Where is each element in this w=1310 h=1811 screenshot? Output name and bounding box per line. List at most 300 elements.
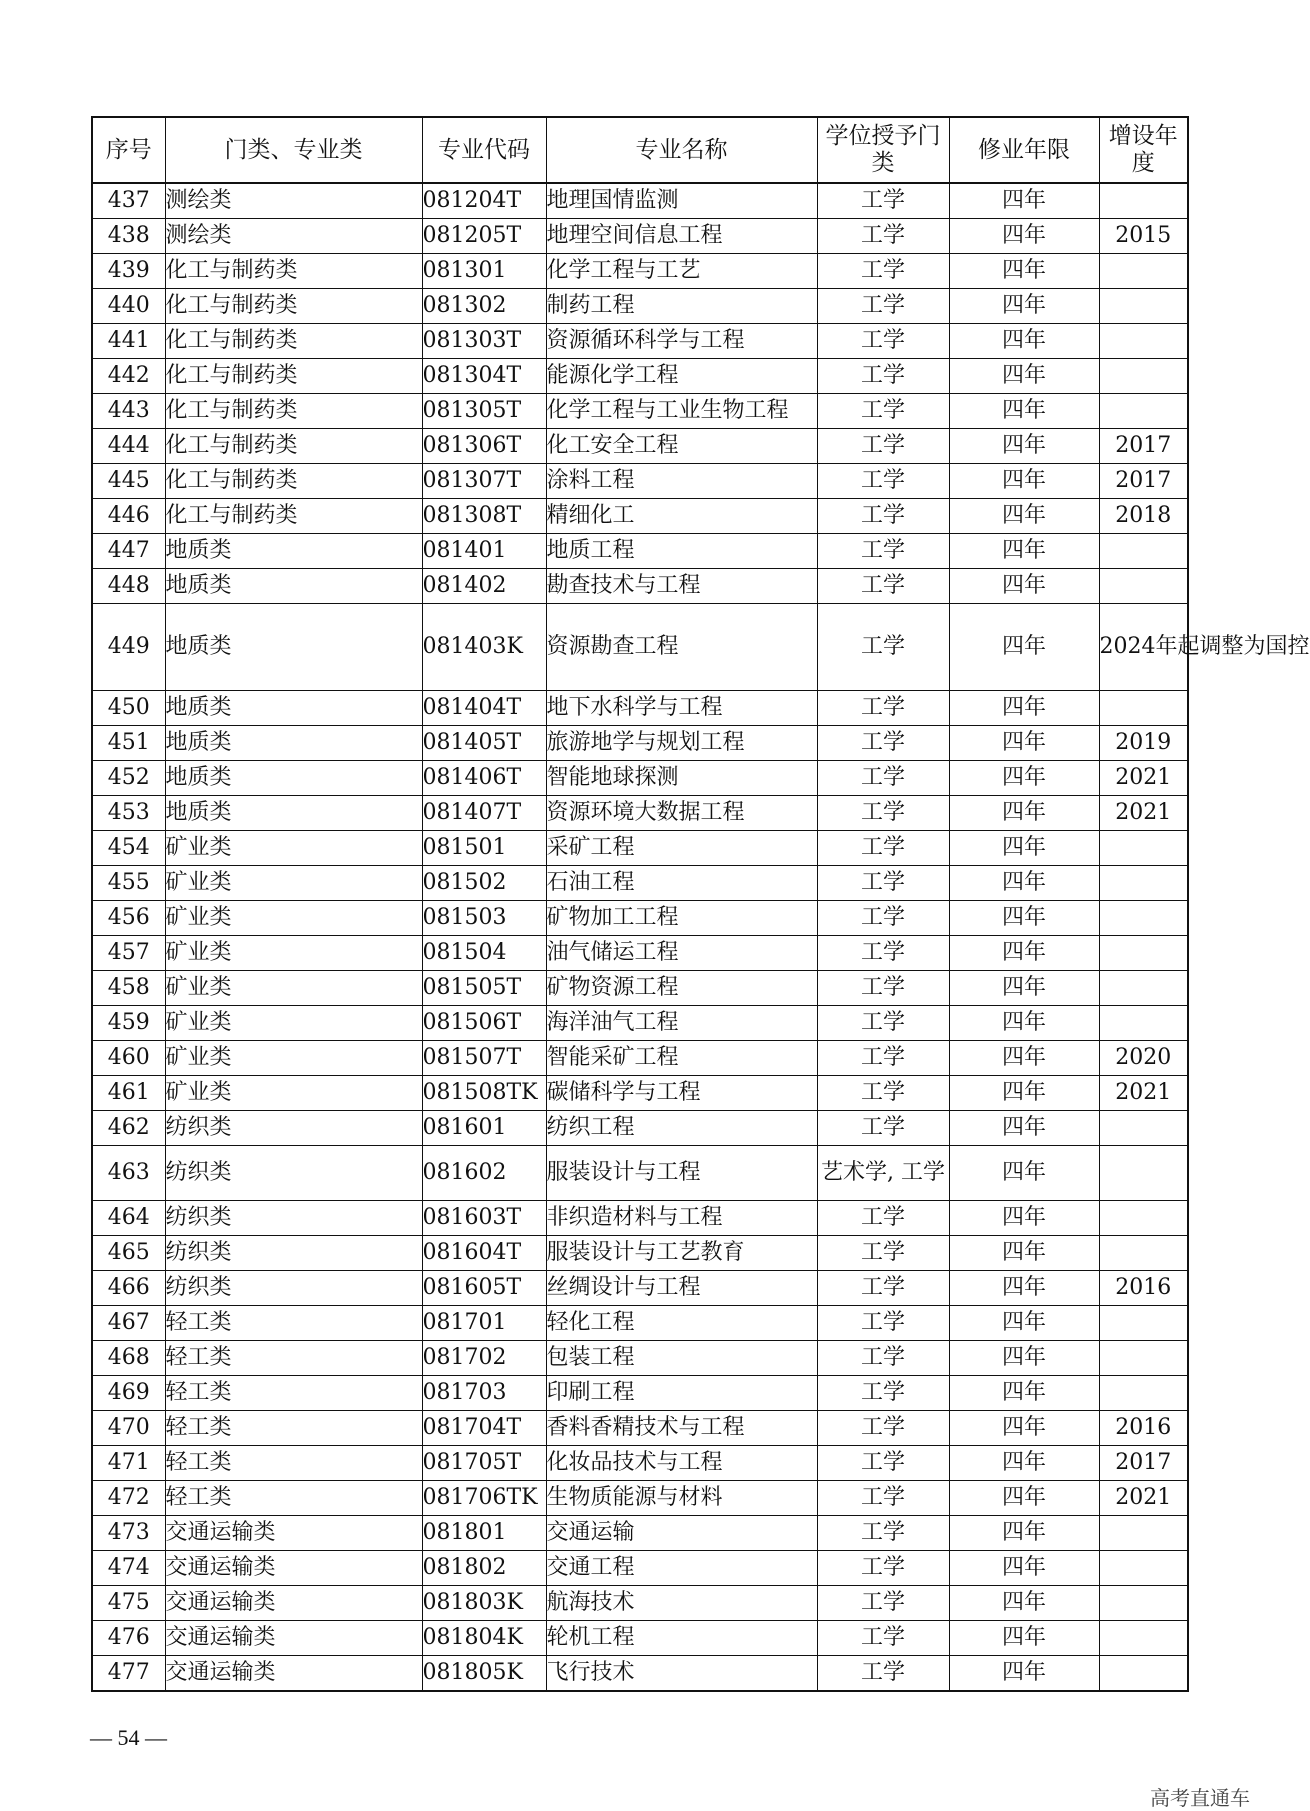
cell-name: 化工安全工程 (546, 429, 817, 464)
cell-category: 纺织类 (165, 1236, 422, 1271)
cell-degree: 工学 (817, 1481, 949, 1516)
cell-years: 四年 (949, 1411, 1099, 1446)
cell-new-year (1099, 324, 1188, 359)
table-row (92, 901, 1188, 936)
cell-name: 地质工程 (546, 534, 817, 569)
cell-degree: 工学 (817, 1271, 949, 1306)
cell-years: 四年 (949, 726, 1099, 761)
cell-degree: 工学 (817, 1586, 949, 1621)
cell-num: 448 (92, 569, 165, 604)
cell-years: 四年 (949, 1551, 1099, 1586)
cell-category: 矿业类 (165, 866, 422, 901)
cell-degree: 工学 (817, 901, 949, 936)
cell-name: 航海技术 (546, 1586, 817, 1621)
cell-category: 地质类 (165, 726, 422, 761)
cell-code: 081802 (422, 1551, 546, 1586)
cell-name: 能源化学工程 (546, 359, 817, 394)
header-num: 序号 (92, 117, 165, 183)
cell-num: 472 (92, 1481, 165, 1516)
cell-category: 地质类 (165, 569, 422, 604)
table-header-row (92, 117, 1188, 183)
cell-code: 081604T (422, 1236, 546, 1271)
cell-code: 081504 (422, 936, 546, 971)
cell-degree: 工学 (817, 183, 949, 219)
cell-category: 化工与制药类 (165, 289, 422, 324)
cell-name: 海洋油气工程 (546, 1006, 817, 1041)
cell-years: 四年 (949, 866, 1099, 901)
cell-degree: 工学 (817, 289, 949, 324)
cell-category: 交通运输类 (165, 1621, 422, 1656)
cell-code: 081402 (422, 569, 546, 604)
majors-table (91, 116, 1310, 1692)
cell-new-year: 2017 (1099, 1446, 1188, 1481)
table-row (92, 1481, 1188, 1516)
cell-num: 466 (92, 1271, 165, 1306)
table-row (92, 971, 1188, 1006)
cell-name: 生物质能源与材料 (546, 1481, 817, 1516)
cell-code: 081407T (422, 796, 546, 831)
cell-category: 化工与制药类 (165, 499, 422, 534)
cell-degree: 工学 (817, 1306, 949, 1341)
table-row (92, 1271, 1188, 1306)
cell-code: 081304T (422, 359, 546, 394)
cell-new-year (1099, 1306, 1188, 1341)
cell-new-year: 2021 (1099, 796, 1188, 831)
cell-new-year (1099, 1656, 1188, 1692)
cell-category: 矿业类 (165, 1041, 422, 1076)
cell-code: 081801 (422, 1516, 546, 1551)
cell-code: 081508TK (422, 1076, 546, 1111)
cell-name: 服装设计与工艺教育 (546, 1236, 817, 1271)
table-row (92, 254, 1188, 289)
cell-years: 四年 (949, 534, 1099, 569)
cell-code: 081602 (422, 1146, 546, 1201)
cell-years: 四年 (949, 761, 1099, 796)
table-row (92, 1076, 1188, 1111)
cell-category: 测绘类 (165, 219, 422, 254)
table-row (92, 866, 1188, 901)
header-code: 专业代码 (422, 117, 546, 183)
cell-code: 081601 (422, 1111, 546, 1146)
cell-new-year (1099, 289, 1188, 324)
cell-name: 矿物资源工程 (546, 971, 817, 1006)
table-row (92, 1586, 1188, 1621)
cell-code: 081506T (422, 1006, 546, 1041)
cell-category: 化工与制药类 (165, 359, 422, 394)
cell-num: 477 (92, 1656, 165, 1692)
cell-num: 460 (92, 1041, 165, 1076)
cell-years: 四年 (949, 1076, 1099, 1111)
cell-code: 081705T (422, 1446, 546, 1481)
cell-new-year: 2019 (1099, 726, 1188, 761)
cell-degree: 工学 (817, 1656, 949, 1692)
cell-code: 081605T (422, 1271, 546, 1306)
cell-years: 四年 (949, 796, 1099, 831)
cell-years: 四年 (949, 1481, 1099, 1516)
cell-years: 四年 (949, 1146, 1099, 1201)
cell-years: 四年 (949, 394, 1099, 429)
cell-new-year (1099, 1146, 1188, 1201)
cell-new-year: 2018 (1099, 499, 1188, 534)
cell-code: 081803K (422, 1586, 546, 1621)
cell-code: 081302 (422, 289, 546, 324)
cell-name: 智能采矿工程 (546, 1041, 817, 1076)
cell-new-year: 2017 (1099, 464, 1188, 499)
cell-years: 四年 (949, 289, 1099, 324)
table-row (92, 726, 1188, 761)
cell-degree: 工学 (817, 1516, 949, 1551)
cell-category: 化工与制药类 (165, 464, 422, 499)
table-row (92, 1621, 1188, 1656)
cell-degree: 工学 (817, 324, 949, 359)
cell-category: 测绘类 (165, 183, 422, 219)
cell-num: 445 (92, 464, 165, 499)
cell-name: 油气储运工程 (546, 936, 817, 971)
cell-degree: 工学 (817, 1621, 949, 1656)
table-row (92, 1446, 1188, 1481)
cell-num: 438 (92, 219, 165, 254)
cell-degree: 工学 (817, 1076, 949, 1111)
table-row (92, 499, 1188, 534)
cell-new-year: 2017 (1099, 429, 1188, 464)
cell-name: 制药工程 (546, 289, 817, 324)
watermark: 高考直通车 (1150, 1786, 1250, 1810)
table-row (92, 761, 1188, 796)
header-new-year: 增设年度 (1099, 117, 1188, 183)
cell-new-year: 2016 (1099, 1271, 1188, 1306)
cell-name: 服装设计与工程 (546, 1146, 817, 1201)
cell-num: 451 (92, 726, 165, 761)
cell-code: 081204T (422, 183, 546, 219)
table-row (92, 1041, 1188, 1076)
cell-category: 化工与制药类 (165, 429, 422, 464)
cell-code: 081703 (422, 1376, 546, 1411)
cell-num: 441 (92, 324, 165, 359)
cell-years: 四年 (949, 1376, 1099, 1411)
cell-years: 四年 (949, 1306, 1099, 1341)
cell-code: 081704T (422, 1411, 546, 1446)
cell-degree: 工学 (817, 604, 949, 691)
cell-name: 飞行技术 (546, 1656, 817, 1692)
cell-name: 印刷工程 (546, 1376, 817, 1411)
cell-code: 081301 (422, 254, 546, 289)
cell-code: 081406T (422, 761, 546, 796)
cell-code: 081706TK (422, 1481, 546, 1516)
cell-category: 纺织类 (165, 1201, 422, 1236)
cell-years: 四年 (949, 691, 1099, 726)
cell-degree: 工学 (817, 761, 949, 796)
cell-degree: 工学 (817, 1446, 949, 1481)
cell-degree: 工学 (817, 831, 949, 866)
table-row (92, 831, 1188, 866)
cell-new-year: 2015 (1099, 219, 1188, 254)
cell-num: 473 (92, 1516, 165, 1551)
cell-code: 081507T (422, 1041, 546, 1076)
cell-num: 463 (92, 1146, 165, 1201)
cell-name: 精细化工 (546, 499, 817, 534)
cell-new-year: 2020 (1099, 1041, 1188, 1076)
table-row (92, 464, 1188, 499)
table-row (92, 183, 1188, 219)
cell-code: 081205T (422, 219, 546, 254)
table-row (92, 604, 1188, 691)
cell-code: 081401 (422, 534, 546, 569)
table-row (92, 359, 1188, 394)
cell-category: 地质类 (165, 534, 422, 569)
cell-name: 交通工程 (546, 1551, 817, 1586)
cell-years: 四年 (949, 1516, 1099, 1551)
page-number: — 54 — (90, 1725, 167, 1750)
cell-num: 447 (92, 534, 165, 569)
cell-years: 四年 (949, 254, 1099, 289)
table-row (92, 219, 1188, 254)
cell-years: 四年 (949, 499, 1099, 534)
table-row (92, 796, 1188, 831)
cell-years: 四年 (949, 604, 1099, 691)
cell-category: 交通运输类 (165, 1656, 422, 1692)
cell-category: 化工与制药类 (165, 324, 422, 359)
cell-new-year (1099, 254, 1188, 289)
cell-new-year (1099, 1111, 1188, 1146)
cell-name: 交通运输 (546, 1516, 817, 1551)
header-years: 修业年限 (949, 117, 1099, 183)
table-row (92, 1236, 1188, 1271)
cell-name: 地理国情监测 (546, 183, 817, 219)
cell-years: 四年 (949, 1446, 1099, 1481)
cell-new-year (1099, 394, 1188, 429)
cell-degree: 工学 (817, 534, 949, 569)
cell-years: 四年 (949, 1621, 1099, 1656)
cell-degree: 工学 (817, 1041, 949, 1076)
cell-degree: 工学 (817, 1006, 949, 1041)
cell-code: 081603T (422, 1201, 546, 1236)
cell-new-year (1099, 936, 1188, 971)
cell-new-year (1099, 534, 1188, 569)
cell-num: 462 (92, 1111, 165, 1146)
table-row (92, 324, 1188, 359)
cell-new-year: 2016 (1099, 1411, 1188, 1446)
cell-name: 采矿工程 (546, 831, 817, 866)
cell-num: 461 (92, 1076, 165, 1111)
cell-degree: 工学 (817, 254, 949, 289)
cell-new-year (1099, 1201, 1188, 1236)
cell-new-year: 2021 (1099, 1076, 1188, 1111)
table-row (92, 1006, 1188, 1041)
cell-degree: 工学 (817, 1411, 949, 1446)
table-row (92, 1551, 1188, 1586)
cell-code: 081503 (422, 901, 546, 936)
cell-num: 442 (92, 359, 165, 394)
cell-degree: 工学 (817, 1551, 949, 1586)
cell-code: 081305T (422, 394, 546, 429)
table-body (92, 183, 1310, 1691)
table-row (92, 1656, 1188, 1692)
header-degree: 学位授予门类 (817, 117, 949, 183)
cell-years: 四年 (949, 324, 1099, 359)
cell-new-year (1099, 1006, 1188, 1041)
cell-degree: 工学 (817, 866, 949, 901)
cell-category: 纺织类 (165, 1271, 422, 1306)
cell-num: 474 (92, 1551, 165, 1586)
cell-category: 轻工类 (165, 1481, 422, 1516)
cell-degree: 工学 (817, 359, 949, 394)
cell-name: 旅游地学与规划工程 (546, 726, 817, 761)
table-row (92, 1411, 1188, 1446)
cell-code: 081502 (422, 866, 546, 901)
cell-num: 444 (92, 429, 165, 464)
cell-name: 非织造材料与工程 (546, 1201, 817, 1236)
cell-category: 化工与制药类 (165, 254, 422, 289)
cell-new-year (1099, 971, 1188, 1006)
cell-degree: 艺术学, 工学 (817, 1146, 949, 1201)
cell-num: 471 (92, 1446, 165, 1481)
table-row (92, 1306, 1188, 1341)
cell-degree: 工学 (817, 691, 949, 726)
cell-name: 石油工程 (546, 866, 817, 901)
cell-code: 081308T (422, 499, 546, 534)
cell-category: 纺织类 (165, 1146, 422, 1201)
cell-new-year: 2024年起调整为国控 (1099, 604, 1188, 691)
cell-code: 081403K (422, 604, 546, 691)
table-row (92, 936, 1188, 971)
cell-category: 矿业类 (165, 1076, 422, 1111)
cell-new-year: 2021 (1099, 1481, 1188, 1516)
cell-category: 交通运输类 (165, 1551, 422, 1586)
cell-name: 资源循环科学与工程 (546, 324, 817, 359)
cell-years: 四年 (949, 936, 1099, 971)
cell-name: 轮机工程 (546, 1621, 817, 1656)
cell-num: 458 (92, 971, 165, 1006)
cell-degree: 工学 (817, 1111, 949, 1146)
cell-new-year (1099, 866, 1188, 901)
cell-name: 轻化工程 (546, 1306, 817, 1341)
cell-years: 四年 (949, 901, 1099, 936)
table-row (92, 1516, 1188, 1551)
cell-num: 440 (92, 289, 165, 324)
cell-name: 地下水科学与工程 (546, 691, 817, 726)
cell-category: 轻工类 (165, 1306, 422, 1341)
cell-years: 四年 (949, 971, 1099, 1006)
cell-name: 地理空间信息工程 (546, 219, 817, 254)
cell-code: 081505T (422, 971, 546, 1006)
cell-num: 456 (92, 901, 165, 936)
cell-degree: 工学 (817, 1376, 949, 1411)
cell-code: 081307T (422, 464, 546, 499)
cell-degree: 工学 (817, 1341, 949, 1376)
cell-new-year (1099, 359, 1188, 394)
cell-category: 矿业类 (165, 936, 422, 971)
cell-num: 459 (92, 1006, 165, 1041)
cell-degree: 工学 (817, 971, 949, 1006)
cell-code: 081405T (422, 726, 546, 761)
cell-degree: 工学 (817, 726, 949, 761)
cell-num: 437 (92, 183, 165, 219)
cell-years: 四年 (949, 1236, 1099, 1271)
cell-name: 资源环境大数据工程 (546, 796, 817, 831)
cell-years: 四年 (949, 1041, 1099, 1076)
cell-years: 四年 (949, 429, 1099, 464)
cell-degree: 工学 (817, 1236, 949, 1271)
cell-name: 包装工程 (546, 1341, 817, 1376)
cell-num: 449 (92, 604, 165, 691)
cell-category: 纺织类 (165, 1111, 422, 1146)
cell-num: 443 (92, 394, 165, 429)
table-row (92, 429, 1188, 464)
cell-new-year (1099, 691, 1188, 726)
cell-num: 454 (92, 831, 165, 866)
cell-category: 矿业类 (165, 1006, 422, 1041)
cell-code: 081306T (422, 429, 546, 464)
cell-code: 081804K (422, 1621, 546, 1656)
cell-name: 资源勘查工程 (546, 604, 817, 691)
cell-name: 智能地球探测 (546, 761, 817, 796)
cell-num: 455 (92, 866, 165, 901)
cell-name: 丝绸设计与工程 (546, 1271, 817, 1306)
header-category: 门类、专业类 (165, 117, 422, 183)
cell-category: 矿业类 (165, 971, 422, 1006)
cell-new-year (1099, 1586, 1188, 1621)
cell-degree: 工学 (817, 796, 949, 831)
table-row (92, 1146, 1188, 1201)
cell-category: 交通运输类 (165, 1586, 422, 1621)
cell-num: 467 (92, 1306, 165, 1341)
cell-degree: 工学 (817, 1201, 949, 1236)
cell-degree: 工学 (817, 464, 949, 499)
cell-code: 081303T (422, 324, 546, 359)
cell-num: 470 (92, 1411, 165, 1446)
cell-years: 四年 (949, 1656, 1099, 1692)
cell-name: 化学工程与工艺 (546, 254, 817, 289)
cell-new-year: 2021 (1099, 761, 1188, 796)
table-row (92, 569, 1188, 604)
cell-years: 四年 (949, 183, 1099, 219)
cell-category: 交通运输类 (165, 1516, 422, 1551)
cell-code: 081701 (422, 1306, 546, 1341)
table-row (92, 1341, 1188, 1376)
table-row (92, 1376, 1188, 1411)
table-row (92, 1201, 1188, 1236)
cell-new-year (1099, 1621, 1188, 1656)
cell-new-year (1099, 1376, 1188, 1411)
table-row (92, 289, 1188, 324)
cell-name: 碳储科学与工程 (546, 1076, 817, 1111)
cell-degree: 工学 (817, 394, 949, 429)
cell-years: 四年 (949, 569, 1099, 604)
table-row (92, 691, 1188, 726)
cell-new-year (1099, 831, 1188, 866)
cell-years: 四年 (949, 1586, 1099, 1621)
cell-category: 轻工类 (165, 1411, 422, 1446)
cell-code: 081805K (422, 1656, 546, 1692)
cell-category: 轻工类 (165, 1376, 422, 1411)
cell-num: 469 (92, 1376, 165, 1411)
cell-years: 四年 (949, 831, 1099, 866)
cell-name: 化学工程与工业生物工程 (546, 394, 817, 429)
cell-category: 矿业类 (165, 901, 422, 936)
cell-years: 四年 (949, 464, 1099, 499)
cell-name: 香料香精技术与工程 (546, 1411, 817, 1446)
cell-years: 四年 (949, 1006, 1099, 1041)
cell-category: 地质类 (165, 796, 422, 831)
cell-category: 化工与制药类 (165, 394, 422, 429)
cell-degree: 工学 (817, 219, 949, 254)
cell-degree: 工学 (817, 429, 949, 464)
header-name: 专业名称 (546, 117, 817, 183)
cell-years: 四年 (949, 359, 1099, 394)
cell-years: 四年 (949, 1201, 1099, 1236)
cell-years: 四年 (949, 1271, 1099, 1306)
cell-category: 地质类 (165, 761, 422, 796)
